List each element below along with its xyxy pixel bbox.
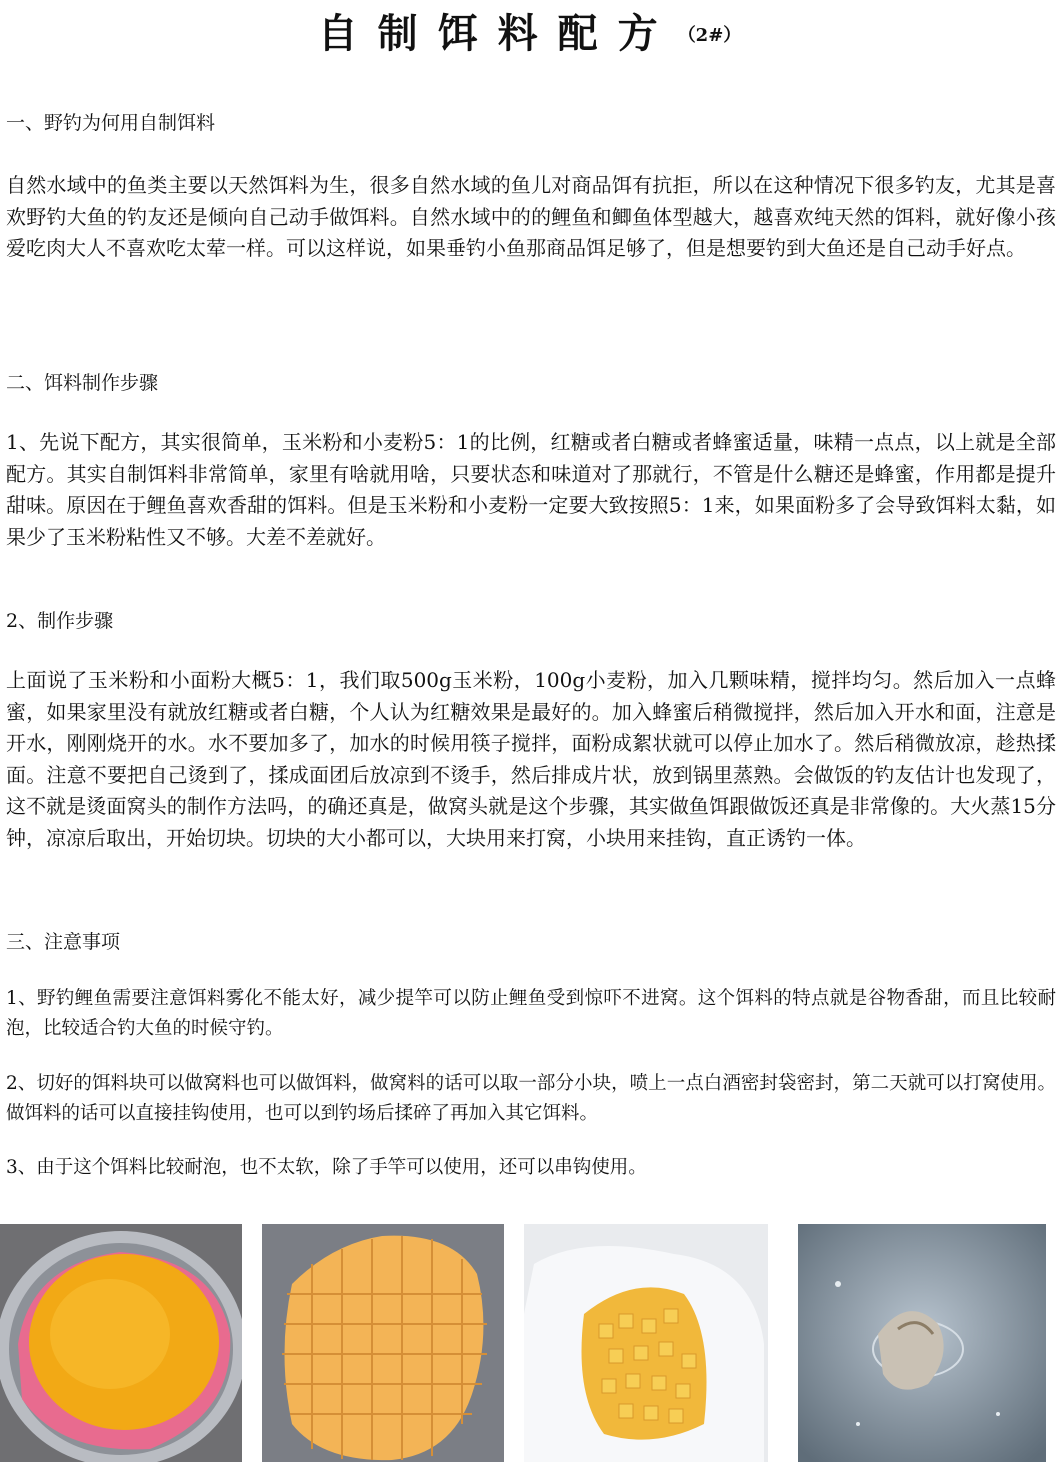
photo-bait-cubes-in-bag xyxy=(524,1224,768,1462)
note-item-2: 2、切好的饵料块可以做窝料也可以做饵料，做窝料的话可以取一部分小块，喷上一点白酒密封袋密封，第二天就可以打窝使用。做饵料的话可以直接挂钩使用，也可以到钓场后揉碎了再加入其它饵料。 xyxy=(6,1073,1056,1124)
photo-bait-in-pot xyxy=(0,1224,242,1462)
section-2-paragraph-1: 1、先说下配方，其实很简单，玉米粉和小麦粉5：1的比例，红糖或者白糖或者蜂蜜适量，味精一点点，以上就是全部配方。其实自制饵料非常简单，家里有啥就用啥，只要状态和味道对了那就行，不管是什么糖还是蜂蜜，作用都是提升甜味。原因在于鲤鱼喜欢香甜的饵料。但是玉米粉和小麦粉一定要大致按照5：1来，如果面粉多了会导致饵料太黏，如果少了玉米粉粘性又不够。大差不差就好。 xyxy=(6,430,1056,549)
section-2-paragraph-2-container xyxy=(6,665,1056,899)
page-title xyxy=(0,6,1059,64)
note-item-3: 3、由于这个饵料比较耐泡，也不太软，除了手竿可以使用，还可以串钩使用。 xyxy=(6,1157,647,1178)
section-2-heading: 二、饵料制作步骤 xyxy=(6,372,159,394)
photo-carp-in-water xyxy=(798,1224,1046,1462)
section-1-heading: 一、野钓为何用自制饵料 xyxy=(6,112,216,134)
title-main: 自制饵料配方 xyxy=(317,11,678,57)
note-item-1: 1、野钓鲤鱼需要注意饵料雾化不能太好，减少提竿可以防止鲤鱼受到惊吓不进窝。这个饵料的特点就是谷物香甜，而且比较耐泡，比较适合钓大鱼的时候守钓。 xyxy=(6,988,1056,1039)
section-3-heading: 三、注意事项 xyxy=(6,931,121,953)
section-2-paragraph-2: 上面说了玉米粉和小面粉大概5：1，我们取500g玉米粉，100g小麦粉，加入几颗味精，搅拌均匀。然后加入一点蜂蜜，如果家里没有就放红糖或者白糖，个人认为红糖效果是最好的。加入蜂蜜后稍微搅拌，然后加入开水和面，注意是开水，刚刚烧开的水。水不要加多了，加水的时候用筷子搅拌，面粉成絮状就可以停止加水了。然后稍微放凉，趁热揉面。注意不要把自己烫到了，揉成面团后放凉到不烫手，然后排成片状，放到锅里蒸熟。会做饭的钓友估计也发现了，这不就是烫面窝头的制作方法吗，的确还真是，做窝头就是这个步骤，其实做鱼饵跟做饭还真是非常像的。大火蒸15分钟，凉凉后取出，开始切块。切块的大小都可以，大块用来打窝，小块用来挂钩，直正诱钓一体。 xyxy=(6,668,1056,850)
section-2-subheading: 2、制作步骤 xyxy=(6,610,114,632)
photo-cut-dough xyxy=(262,1224,504,1462)
title-suffix: （2#） xyxy=(677,25,742,46)
section-1-body: 自然水域中的鱼类主要以天然饵料为生，很多自然水域的鱼儿对商品饵有抗拒，所以在这种情况下很多钓友，尤其是喜欢野钓大鱼的钓友还是倾向自己动手做饵料。自然水域中的的鲤鱼和鲫鱼体型越大，越喜欢纯天然的饵料，就好像小孩爱吃肉大人不喜欢吃太荤一样。可以这样说，如果垂钓小鱼那商品饵足够了，但是想要钓到大鱼还是自己动手好点。 xyxy=(6,173,1056,260)
